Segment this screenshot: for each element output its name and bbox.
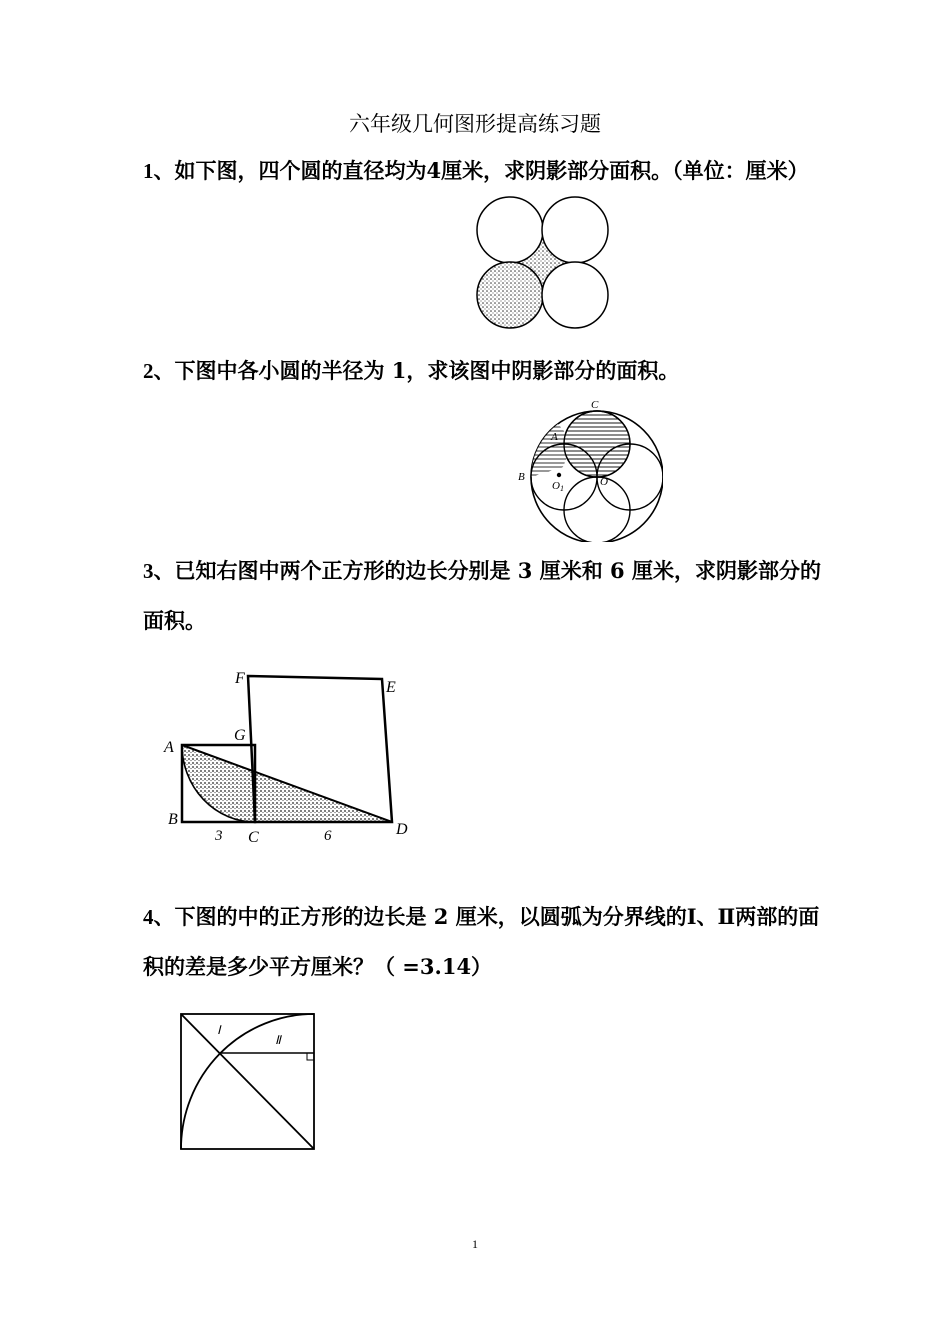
label-b: B bbox=[518, 471, 525, 483]
label-length-6: 6 bbox=[324, 828, 332, 844]
label-o1: O1 bbox=[552, 480, 564, 493]
label-o: O bbox=[600, 476, 608, 488]
diagonal bbox=[181, 1014, 314, 1149]
question-number: 3 bbox=[143, 559, 154, 583]
label-f: F bbox=[235, 670, 245, 687]
circle-bottom-right bbox=[542, 262, 608, 328]
label-a: A bbox=[164, 739, 174, 756]
question-text: 、下图的中的正方形的边长是 2 厘米，以圆弧为分界线的Ⅰ、Ⅱ两部的面积的差是多少平方厘米？（ =3.14） bbox=[143, 904, 820, 979]
question-number: 1 bbox=[143, 159, 154, 183]
question-1 bbox=[143, 146, 823, 196]
right-angle-mark bbox=[307, 1053, 314, 1060]
label-length-3: 3 bbox=[215, 828, 223, 844]
question-2 bbox=[143, 346, 823, 396]
center-dot-o1 bbox=[557, 473, 561, 477]
question-text: 、下图中各小圆的半径为 1，求该图中阴影部分的面积。 bbox=[153, 358, 680, 383]
question-text: 、如下图，四个圆的直径均为4厘米，求阴影部分面积。（单位：厘米） bbox=[153, 158, 809, 183]
label-region-1: Ⅰ bbox=[217, 1023, 221, 1037]
circle-top-left bbox=[477, 197, 543, 263]
label-c: C bbox=[248, 829, 259, 846]
label-c: C bbox=[591, 399, 599, 411]
figure-four-circles bbox=[470, 190, 615, 335]
question-number: 2 bbox=[143, 359, 154, 383]
label-g: G bbox=[234, 727, 246, 744]
label-e: E bbox=[386, 679, 396, 696]
question-3 bbox=[143, 546, 823, 646]
page-title: 六年级几何图形提高练习题 bbox=[349, 112, 601, 136]
question-number: 4 bbox=[143, 905, 154, 929]
figure-circle-pattern bbox=[513, 397, 663, 542]
circle-top-right bbox=[542, 197, 608, 263]
page-number: 1 bbox=[472, 1237, 478, 1251]
figure-two-squares bbox=[160, 662, 420, 852]
label-region-2: Ⅱ bbox=[275, 1033, 281, 1047]
circle-bottom-left-shaded bbox=[477, 262, 543, 328]
label-b: B bbox=[168, 811, 178, 828]
question-text: 、已知右图中两个正方形的边长分别是 3 厘米和 6 厘米，求阴影部分的面积。 bbox=[143, 558, 821, 633]
label-a: A bbox=[551, 431, 558, 443]
figure-square-arc bbox=[175, 1008, 323, 1156]
label-d: D bbox=[396, 821, 408, 838]
question-4 bbox=[143, 892, 823, 992]
